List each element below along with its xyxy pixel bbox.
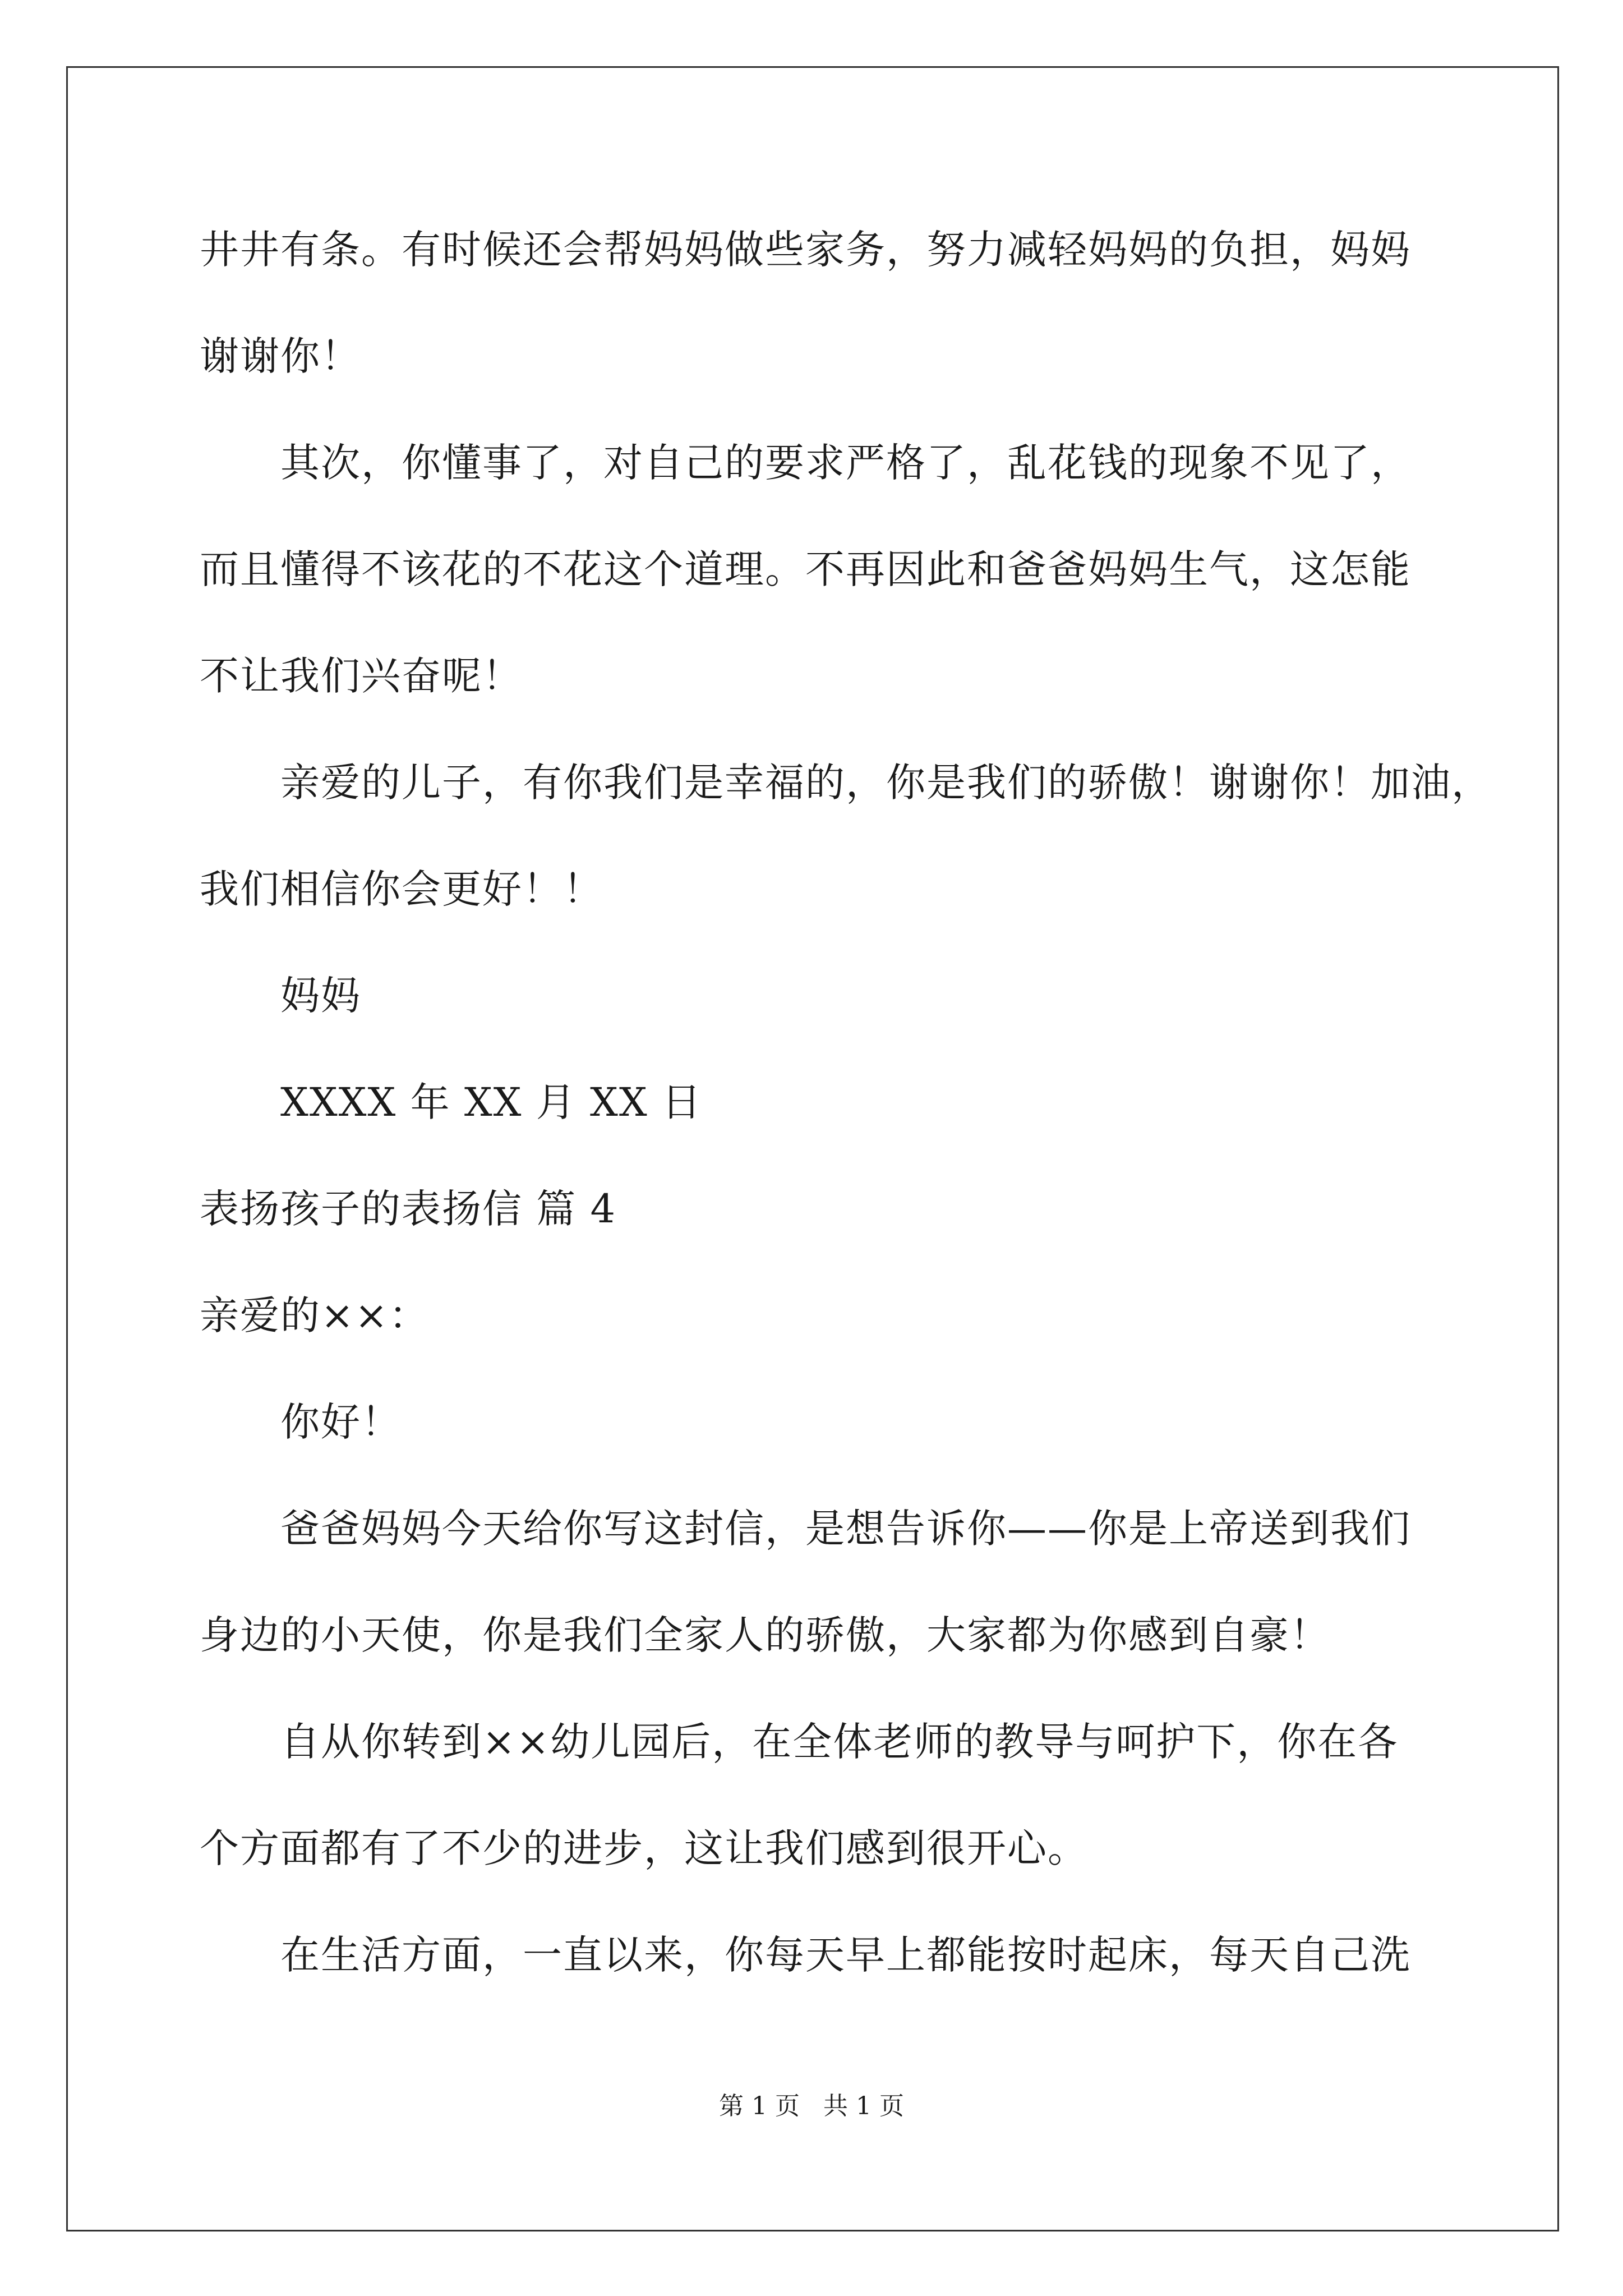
text-line: 不让我们兴奋呢！ [200,653,523,699]
text-line: 谢谢你！ [200,333,361,379]
paragraph-line: 爸爸妈妈今天给你写这封信，是想告诉你——你是上帝送到我们 [280,1506,1411,1552]
date-line: XXXX 年 XX 月 XX 日 [280,1079,702,1125]
page-number-footer: 第 1 页 共 1 页 [719,2092,904,2120]
section-heading: 表扬孩子的表扬信 篇 4 [200,1186,617,1232]
text-line: 我们相信你会更好！！ [200,866,603,912]
text-line: 身边的小天使，你是我们全家人的骄傲，大家都为你感到自豪！ [200,1612,1330,1658]
paragraph-line: 亲爱的儿子，有你我们是幸福的，你是我们的骄傲！谢谢你！加油， [280,760,1492,806]
page-border [66,66,1559,2231]
signature-line: 妈妈 [280,973,361,1019]
salutation-line: 亲爱的××： [200,1292,430,1338]
greeting-line: 你好！ [280,1399,402,1445]
text-line: 而且懂得不该花的不花这个道理。不再因此和爸爸妈妈生气，这怎能 [200,546,1411,592]
paragraph-line: 自从你转到××幼儿园后，在全体老师的教导与呵护下，你在各 [280,1719,1399,1765]
text-line: 个方面都有了不少的进步，这让我们感到很开心。 [200,1825,1088,1871]
paragraph-line: 其次，你懂事了，对自己的要求严格了，乱花钱的现象不见了， [280,440,1411,486]
paragraph-line: 在生活方面，一直以来，你每天早上都能按时起床，每天自己洗 [280,1932,1411,1978]
text-line: 井井有条。有时候还会帮妈妈做些家务，努力减轻妈妈的负担，妈妈 [200,227,1411,273]
